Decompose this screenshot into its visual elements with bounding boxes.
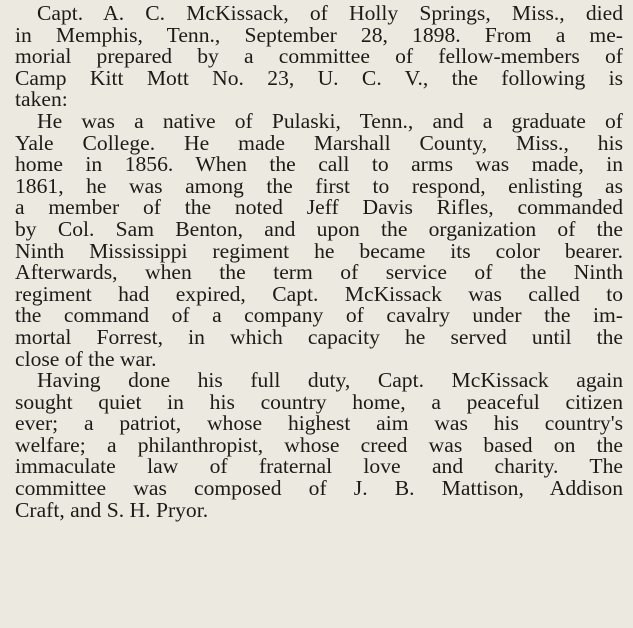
text-line: Capt. A. C. McKissack, of Holly Springs, Miss., died — [37, 1, 623, 25]
text-line: mortal Forrest, in which capacity he served until the — [15, 324, 623, 349]
text-line: Yale College. He made Marshall County, Miss., his — [15, 130, 623, 155]
text-line: immaculate law of fraternal love and charity. The — [15, 454, 623, 479]
text-line: morial prepared by a committee of fellow-members of — [15, 44, 623, 69]
paragraph-3 — [15, 370, 623, 521]
text-line: Having done his full duty, Capt. McKissack again — [37, 368, 623, 393]
text-line: by Col. Sam Benton, and upon the organization of the — [15, 216, 623, 241]
text-line: Ninth Mississippi regiment he became its color bearer. — [15, 238, 623, 263]
text-line: a member of the noted Jeff Davis Rifles, commanded — [15, 195, 623, 220]
text-line: sought quiet in his country home, a peaceful citizen — [15, 389, 623, 414]
text-line: welfare; a philanthropist, whose creed was based on the — [15, 432, 623, 457]
text-line: Camp Kitt Mott No. 23, U. C. V., the following is — [15, 65, 623, 90]
text-line: He was a native of Pulaski, Tenn., and a graduate of — [37, 108, 623, 133]
text-line: ever; a patriot, whose highest aim was his country's — [15, 411, 623, 436]
text-line: the command of a company of cavalry under the im- — [15, 303, 623, 328]
text-line: Craft, and S. H. Pryor. — [15, 497, 209, 522]
text-line: taken: — [15, 87, 68, 112]
paragraph-1 — [15, 3, 623, 111]
text-line: regiment had expired, Capt. McKissack was called to — [15, 281, 623, 306]
paragraph-2 — [15, 108, 623, 371]
text-line: committee was composed of J. B. Mattison, Addison — [15, 476, 623, 501]
text-line: home in 1856. When the call to arms was made, in — [15, 152, 623, 177]
text-line: Afterwards, when the term of service of the Ninth — [15, 260, 623, 285]
text-line: close of the war. — [15, 346, 157, 371]
text-line: in Memphis, Tenn., September 28, 1898. From a me- — [15, 22, 623, 47]
text-line: 1861, he was among the first to respond, enlisting as — [15, 173, 623, 198]
